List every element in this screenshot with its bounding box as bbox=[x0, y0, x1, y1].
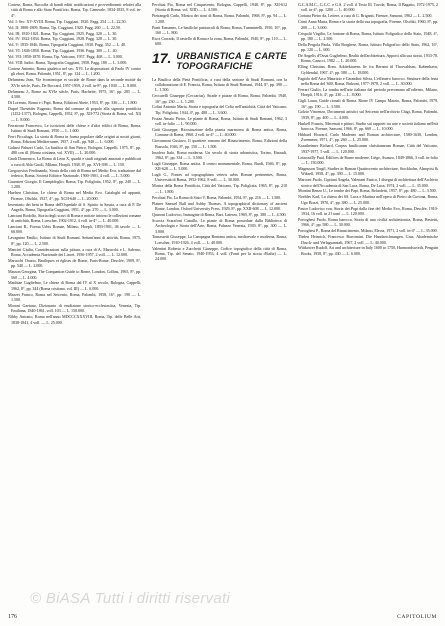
bibliography-entry: Haskell Francis, Mecenati e pittori. Studio sui rapporti tra arte e società italiana nell'età barocca, Firenze, Sansoni, 1966, 8°, pp. 660 — L. 10.000. bbox=[298, 120, 438, 132]
bibliography-entry: Gregorovius Ferdinando, Storia della città di Roma nel Medio Evo, traduzione dal tedesco, Roma, Società Editrice Nazionale, 1900-1901, 4 voll. — L. 5.000. bbox=[8, 167, 141, 178]
bibliography-entry: Lugli G., Fontes ad topographiam veteris urbis Romae pertinentes, Roma, Università di Roma, 1952-1962, 8 voll. — L. 30.000. bbox=[152, 172, 287, 183]
middle-column-top-entries bbox=[152, 2, 287, 47]
bibliography-entry: Delumeau J., Rome au XVIe siècle, Paris, Hachette, 1975, 16°, pp. 285 — L. 4.500. bbox=[8, 88, 141, 100]
bibliography-entry: Giovannoni Gustavo, Il quartiere romano del Rinascimento, Roma, Edizioni della Bussola, 1946, 8°, pp. 150 — L. 1.500. bbox=[152, 138, 287, 149]
bibliography-entry: Valentini Roberto e Zucchetti Giuseppe, Codice topografico della città di Roma, Roma, Tip. del Senato, 1940-1953, 4 voll. (Fonti per la storia d'Italia) — L. 24.000. bbox=[152, 245, 287, 262]
bibliography-entry: Magnuson Torgil, Studies in Roman Quattrocento architecture, Stockholm, Almqvist & Wiksell, 1958, 4°, pp. 390 — L. 15.000. bbox=[298, 165, 438, 177]
bibliography-entry: La Basilica della Pietà Pontificia, a cura della sezione di Studi Romani, con la collaborazione di E. Francia, Roma, Istituto di Studi Romani, 1944, 8°, pp. 390 — L. 1.500. bbox=[152, 76, 287, 93]
bibliography-entry: Ponti Ermanno, Le basiliche patriarcali di Roma, Roma, Tumminelli, 1950, 16°, pp. 160 — L. 800. bbox=[152, 24, 287, 35]
bibliography-entry: Matthiae Guglielmo, Le chiese di Roma dal IV al X secolo, Bologna, Cappelli, 1962, 8°, pp. 344 (Roma cristiana, vol. III) — L. 6.000. bbox=[8, 280, 141, 291]
bibliography-entry: Inventario dei beni in Roma dell'Ospedale di S. Spirito in Sassia, a cura di P. De Angelis, Roma, Tipografia Cuggiani, 1951, 4°, pp. 270 — L. 3.000. bbox=[8, 201, 141, 212]
bibliography-entry: Golzio Vincenzo, Documenti artistici sul Seicento nell'archivio Chigi, Roma, Palombi, 1939, 8°, pp. 400 — L. 4.000. bbox=[298, 109, 438, 120]
bibliography-entry: Vol. II: 1800-1809. Roma, Tip. Cuggiani, 1920. Pagg. 260 — L. 22,50. bbox=[8, 24, 121, 30]
bibliography-entry: Platner Samuel Ball and Ashby Thomas, A topographical dictionary of ancient Rome, London, Oxford University Press, 1929, 8°, pp. XXII-608 — L. 12.000. bbox=[152, 200, 287, 211]
right-column bbox=[298, 2, 438, 257]
bibliography-entry: Letarouilly Paul, Édifices de Rome moderne, Liège, Avanzo, 1849-1866, 3 voll. in-folio — L. 150.000. bbox=[298, 154, 438, 165]
page-number: 176 bbox=[8, 614, 17, 620]
bibliography-entry: Mancini Giulio, Considerazioni sulla pittura, a cura di A. Marucchi e L. Salerno, Roma, Accademia Nazionale dei Lincei, 1956-1957, 2 voll. — L. 12.000. bbox=[8, 246, 141, 257]
bibliography-entry: Cortona Pietro da, Lettere, a cura di G. Briganti, Firenze, Sansoni, 1962 — L. 2.500. bbox=[298, 13, 433, 19]
bibliography-entry: Lavagnino Emilio, Istituto di Studi Romani. Settant'anni di attività, Roma, 1975, 8°, pp. 120 — L. 2.500. bbox=[8, 235, 141, 246]
bibliography-entry: Pastor Ludovico von, Storia dei Papi dalla fine del Medio Evo, Roma, Desclée, 1910-1934, 16 voll. in 21 tomi — L. 120.000. bbox=[298, 205, 438, 216]
bibliography-entry: Galassi Paluzzi Carlo, La basilica di San Pietro, Bologna, Cappelli, 1975, 8°, pp. 480 con ill. (Roma cristiana, vol. XVII) — L. 20.000. bbox=[8, 145, 141, 156]
bibliography-entry: Colini Antonio Maria, Storia e topografia del Celio nell'antichità, Città del Vaticano, Tip. Poliglotta, 1944, 4°, pp. 480 — L. 3.600. bbox=[152, 104, 287, 115]
middle-column-bottom-entries bbox=[152, 77, 287, 262]
bibliography-entry: Lanciani R., Forma Urbis Romae, Milano, Hoepli, 1893-1901, 46 tavole — L. 60.000. bbox=[8, 224, 141, 235]
bibliography-entry: Marucchi Orazio, Basiliques et églises de Rome, Paris-Rome, Desclée, 1909, 8°, pp. 540 — L. 2.000. bbox=[8, 257, 141, 269]
bibliography-entry: Pecchiai Pio, La Roma di Sisto V, Roma, Palombi, 1954, 8°, pp. 216 — L. 1.500. bbox=[152, 194, 282, 200]
bibliography-entry: Moroni Gaetano, Dizionario di erudizione storico-ecclesiastica, Venezia, Tip. Emiliana, 1840-1861, voll. 103 — L. 150.000. bbox=[8, 303, 141, 314]
bibliography-entry: G.C.A.M.C., G.C.C. e G.S. 2 voll. il Testo Ill. Tavole, Roma, Il Bagatto, 1972-1975, 2 voll. in-4°, pp. 1200 — L. 40.000. bbox=[298, 2, 438, 13]
bibliography-entry: Ferrari Giulio, La tomba nell'arte italiana dal periodo preromano all'odierno, Milano, Hoepli, 1916, 4°, pp. 230 — L. 8.000. bbox=[298, 86, 438, 98]
bibliography-entry: Gatti Giuseppe, Ricostruzione della pianta marmorea di Roma antica, Roma, Comune di Roma, 1960, 2 voll. in-4° — L. 40.000. bbox=[152, 127, 287, 138]
bibliography-entry: Della Pergola Paola, Villa Borghese, Roma, Istituto Poligrafico dello Stato, 1962, 16°, pp. 120 — L. 600. bbox=[298, 41, 438, 53]
bibliography-entry: Vol. VII: 1850-1870. Roma, Tip. Vaticana, 1957. Pagg. 468 — L. 3.000. bbox=[8, 54, 123, 60]
bibliography-entry: Ceccarelli Giuseppe (Ceccarius), Strade e piazze di Roma, Roma, Palombi, 1940, 16°, pp. 230 — L. 1.200. bbox=[152, 93, 287, 104]
bibliography-entry: Quaroni Ludovico, Immagine di Roma, Bari, Laterza, 1969, 8°, pp. 380 — L. 4.500. bbox=[152, 211, 287, 217]
bibliography-entry: Pecchiai Pio, Roma nel Cinquecento, Bologna, Cappelli, 1948, 8°, pp. XII-612 (Storia di Roma, vol. XIII) — L. 4.500. bbox=[152, 2, 287, 13]
section-heading bbox=[152, 51, 287, 71]
bibliography-entry: Huelsen Christian, Le chiese di Roma nel Medio Evo. Cataloghi ed appunti, Firenze, Olschki, 1927, 4°, pp. XCII-640 — L. 20.000. bbox=[8, 190, 141, 201]
bibliography-entry: Hibbard Howard, Carlo Maderno and Roman architecture, 1580-1630, London, Zwemmer, 1971, 4°, pp. 260 — L. 25.000. bbox=[298, 132, 438, 143]
bibliography-entry: Vol. IV: 1822-1834. Roma, Tip. Cuggiani, 1928. Pagg. 328 — L. 30. bbox=[8, 36, 118, 42]
bibliography-entry: Nibby Antonio, Roma nell'anno MDCCCXXXVIII, Roma, Tip. delle Belle Arti, 1838-1841, 4 voll. — L. 25.000. bbox=[8, 314, 141, 325]
running-head: CAPITOLIUM bbox=[397, 614, 437, 620]
bibliography-entry: Ferri Piccaluga, La storia di Roma in forma popolare dalle origini ai nostri giorni, Roma, Edizioni Mediterranee, 1957, 2 voll., pp. 940 — L. 6.000. bbox=[8, 133, 141, 145]
bibliography-entry: Cortese Antonio, Roma giudeica nel sec. XVI. Le disposizioni di Paolo IV contro gli ebrei, Roma, Palombi, 1951, 8°, pp. 124 — L. 1.200. bbox=[8, 66, 141, 77]
bibliography-entry: Thelen Heinrich, Francesco Borromini. Die Handzeichnungen, Graz, Akademische Druck- und Verlagsanstalt, 1967, 2 voll. — L. 40.000. bbox=[298, 234, 438, 245]
bibliography-entry: Insolera Italo, Roma moderna. Un secolo di storia urbanistica, Torino, Einaudi, 1962, 8°, pp. 334 — L. 3.500. bbox=[152, 149, 287, 160]
bibliography-entry: Vol. VI: 1846-1850. Roma, Tip. Cuggiani, 1936. Pagg. 300 — L. 40. bbox=[8, 48, 118, 54]
bibliography-entry: Ricci Corrado, Il castello di Roma e la zona, Roma, Palombi, 1940, 8°, pp. 110 — L. 600. bbox=[152, 35, 287, 47]
bibliography-entry: Ferraironi Francesco, Le iscrizioni delle chiese e d'altri edifici di Roma, Roma, Istituto di Studi Romani, 1950 — L. 1.600. bbox=[8, 122, 141, 133]
bibliography-entry: Montini Renzo U., Le tombe dei Papi, Roma, Belardetti, 1957, 8°, pp. 480 — L. 3.500. bbox=[298, 188, 437, 194]
bibliography-entry: Portoghesi Paolo, Roma barocca. Storia di una civiltà architettonica, Roma, Bestetti, 1966, 4°, pp. 580 — L. 30.000. bbox=[298, 216, 438, 228]
section-number: 17. bbox=[152, 49, 172, 66]
bibliography-entry: Portoghesi P., Roma del Rinascimento, Milano, Electa, 1971, 2 voll. in-4° — L. 35.000. bbox=[298, 228, 438, 234]
bibliography-entry: De Angelis d'Ossat Guglielmo, Realtà dell'architettura. Apporti alla sua storia, 1933-78, Roma, Carucci, 1982 — L. 20.000. bbox=[298, 53, 438, 64]
bibliography-entry: Crispolti Virgilio, Le fontane di Roma, Roma, Istituto Poligrafico dello Stato, 1948, 4°, pp. 180 — L. 2.500. bbox=[298, 30, 438, 41]
bibliography-entry: Delumeau Jean, Vie économique et sociale de Rome dans la seconde moitié du XVIe siècle, Paris, De Boccard, 1957-1959, 2 voll. in-8°, pp. 1030 — L. 8.000. bbox=[8, 77, 141, 88]
section-title: URBANISTICA E CARTE TOPOGRAFICHE bbox=[176, 50, 287, 71]
bibliography-entry: Cortese, Roma, Raccolta di bandi editti notificazioni e provvedimenti relativi alla città di Roma e allo Stato Pontificio, Roma, Tip. Camerale, 1834-1835, 8 vol. in-4°. bbox=[8, 2, 141, 18]
bibliography-entry: Wittkower Rudolf, Art and architecture in Italy 1600 to 1750, Harmondsworth, Penguin Books, 1958, 8°, pp. 430 — L. 6.000. bbox=[298, 245, 438, 256]
bibliography-entry: Tomassetti Giuseppe, La Campagna Romana antica, medioevale e moderna, Roma, Loescher, 1910-1926, 4 voll. — L. 40.000. bbox=[152, 234, 287, 245]
bibliography-entry: Mazzei Franco, Roma nel Seicento, Roma, Palombi, 1958, 16°, pp. 190 — L. 1.500. bbox=[8, 291, 141, 303]
copyright-watermark: © BiASA Tutti i diritti riservati bbox=[30, 590, 231, 607]
bibliography-entry: Fagiolo dell'Arco Maurizio e Carandini Silvia, L'effimero barocco. Strutture della festa nella Roma del '600, Roma, Bulzoni, 1977-1978, 2 voll. — L. 30.000. bbox=[298, 75, 438, 86]
bibliography-entry: Vol. I: Sec. XV-XVIII. Roma, Tip. Cuggiani, 1920. Pagg. 254 — L. 22,50. bbox=[8, 18, 127, 24]
middle-column bbox=[152, 2, 287, 262]
left-column bbox=[8, 2, 141, 326]
bibliography-entry: Scaccia Scarafoni Camillo, Le piante di Roma possedute dalla Biblioteca di Archeologia e Storia dell'Arte, Roma, Palazzo Venezia, 1939, 8°, pp. 300 — L. 3.000. bbox=[152, 217, 287, 234]
bibliography-entry: Vol. VIII: Indici. Roma, Tipografia Cuggiani, 1958. Pagg. 180 — L. 3.000. bbox=[8, 60, 128, 66]
bibliography-entry: Noehles Karl, La chiesa dei SS. Luca e Martina nell'opera di Pietro da Cortona, Roma, Ugo Bozzi, 1970, 4°, pp. 380 — L. 25.000. bbox=[298, 194, 438, 205]
bibliography-entry: Lanciani Rodolfo, Storia degli scavi di Roma e notizie intorno le collezioni romane di antichità, Roma, Loescher, 1902-1912, 4 voll. in-4° — L. 40.000. bbox=[8, 212, 141, 224]
bibliography-entry: Lugli Giuseppe, Roma antica. Il centro monumentale, Roma, Bardi, 1946, 8°, pp. XII-628 — L. 5.000. bbox=[152, 160, 287, 172]
bibliography-entry: Di Lorenzo, Roma e i Papi. Roma, Edizioni Abete, 1953, 8°, pp. 336 — L. 1.800. bbox=[8, 99, 138, 105]
bibliography-entry: Mostra della Roma Pontificia, Città del Vaticano, Tip. Poliglotta, 1965, 8°, pp. 210 — L. 1.800. bbox=[152, 183, 287, 194]
bibliography-entry: Krautheimer Richard, Corpus basilicarum christianarum Romae, Città del Vaticano, 1937-1977, 5 voll. — L. 120.000. bbox=[298, 143, 438, 154]
bibliography-entry: Marconi Paolo, Cipriani Angela, Valeriani Enrico, I disegni di architettura dell'Archivio storico dell'Accademia di San Luca, Roma, De Luca, 1974, 2 voll. — L. 35.000. bbox=[298, 177, 438, 188]
bibliography-entry: Gigli Laura, Guide rionali di Roma. Rione IV Campo Marzio, Roma, Palombi, 1979, 16°, pp. 190 — L. 3.500. bbox=[298, 98, 438, 109]
bibliography-entry: Vol. III: 1810-1821. Roma, Tip. Cuggiani, 1925. Pagg. 320 — L. 30. bbox=[8, 30, 118, 36]
bibliography-entry: Pietrangeli Carlo, Mostra dei rioni di Roma, Roma, Palombi, 1968, 8°, pp. 94 — L. 1.200. bbox=[152, 13, 287, 24]
bibliography-entry: Masson Georgina, The Companion Guide to Rome, London, Collins, 1965, 8°, pp. 560 — L. 4.000. bbox=[8, 269, 141, 280]
bibliography-entry: Elling Christian, Rom. Arkitekturens liv fra Bernini til Thorvaldsen, København, Gyldendal, 1967, 4°, pp. 580 — L. 18.000. bbox=[298, 64, 438, 75]
bibliography-entry: Guarnieri Giorgio, Il Campidoglio, Roma, Tip. Poliglotta, 1952, 8°, pp. 240 — L. 1.200. bbox=[8, 178, 141, 190]
bibliography-entry: Vol. V: 1835-1846. Roma, Tipografia Cuggiani, 1930. Pagg. 352 — L. 40. bbox=[8, 42, 127, 48]
bibliography-entry: Gnoli Domenico, La Roma di Leon X, quadri e studi originali annotati e pubblicati a cura di Aldo Gnoli, Milano, Hoepli, 1938, 8°, pp. XVI-398 — L. 150. bbox=[8, 156, 141, 167]
bibliography-entry: Dupré Theseider Eugenio, Roma dal comune di popolo alla signoria pontificia (1252-1377), Bologna, Cappelli, 1952, 8°, pp. XII-772 (Storia di Roma, vol. XI) — L. 8.000. bbox=[8, 105, 141, 122]
bibliography-entry: Crinò Anna Maria, Roma e la storia della sua topografia, Firenze, Olschki, 1960, 8°, pp. 200 — L. 3.000. bbox=[298, 19, 438, 30]
bibliography-entry: Frutaz Amato Pietro, Le piante di Roma, Roma, Istituto di Studi Romani, 1962, 3 voll. in-folio — L. 90.000. bbox=[152, 115, 287, 127]
